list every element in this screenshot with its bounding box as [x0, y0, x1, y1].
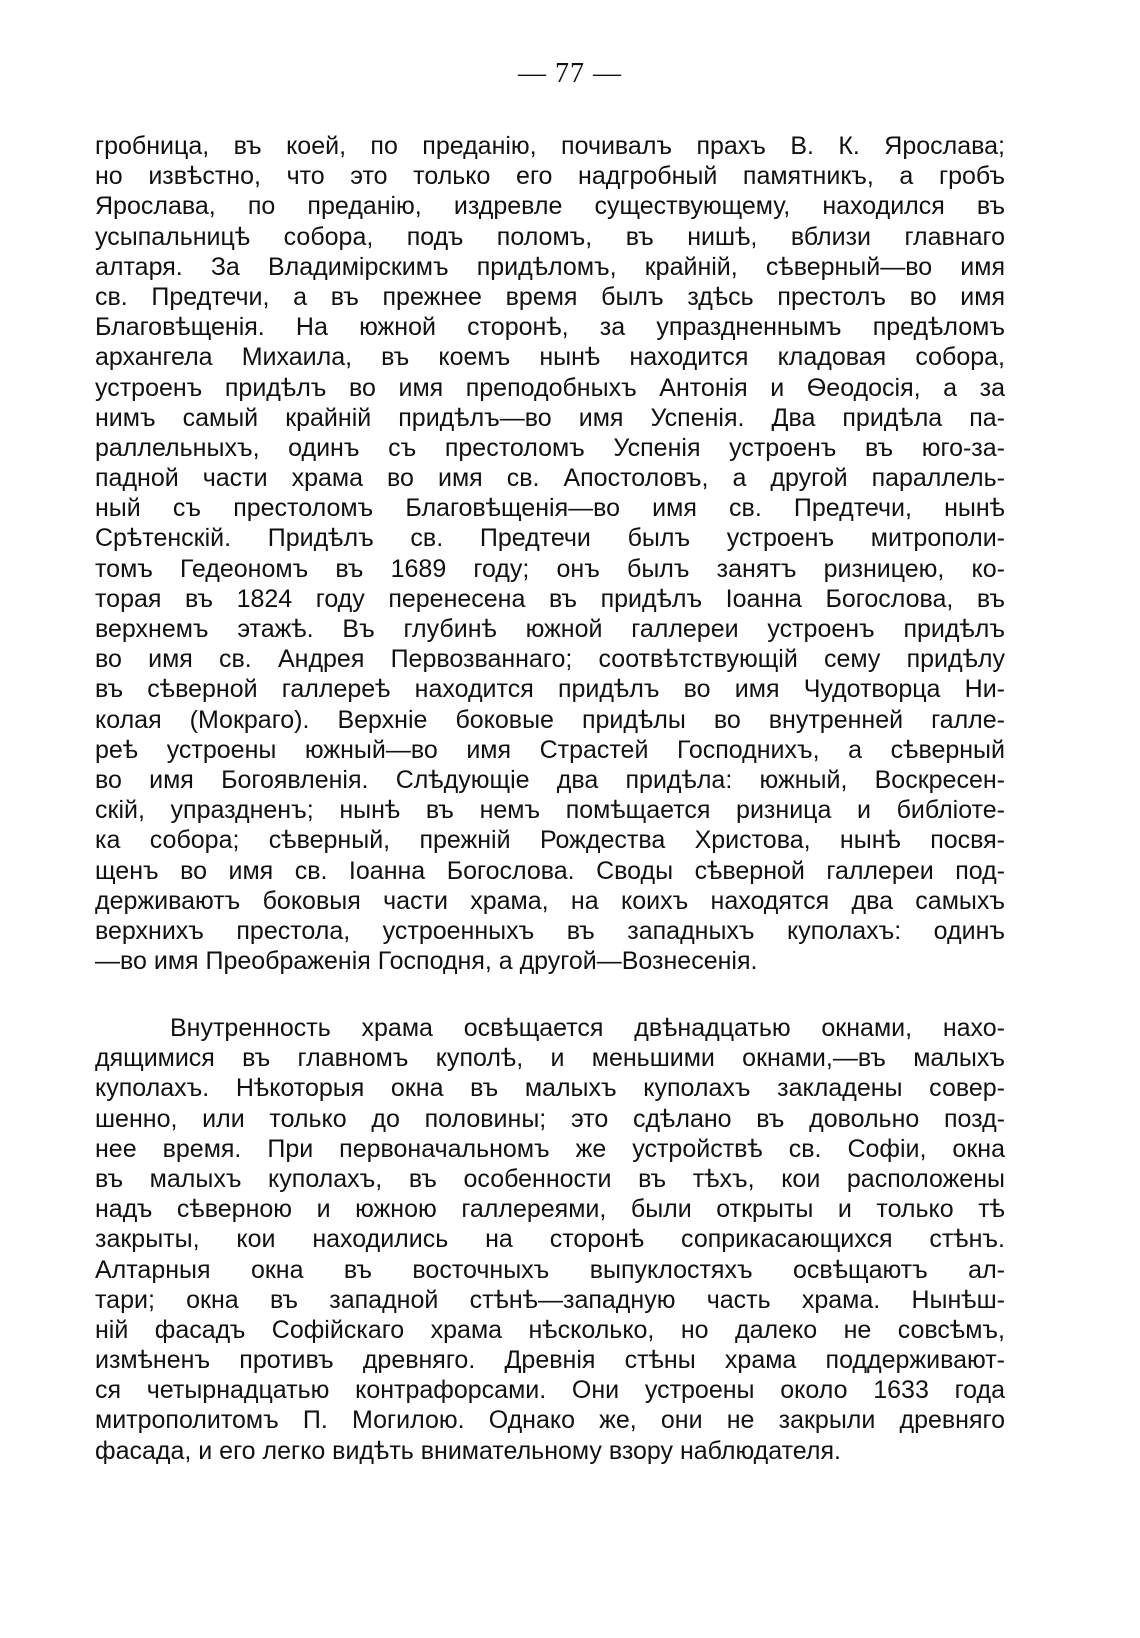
text-line: верхнемъ этажѣ. Въ глубинѣ южной галлереи устроенъ придѣлъ [95, 615, 1005, 643]
text-line: скій, упраздненъ; нынѣ въ немъ помѣщается ризница и библіоте- [95, 796, 1005, 825]
text-line: Благовѣщенія. На южной сторонѣ, за упраздненнымъ предѣломъ [95, 313, 1005, 342]
text-line: въ сѣверной галлереѣ находится придѣлъ во имя Чудотворца Ни- [95, 675, 1005, 704]
text-line: томъ Гедеономъ въ 1689 году; онъ былъ занятъ ризницею, ко- [95, 554, 1005, 583]
page-number: — 77 — [518, 58, 622, 89]
text-line: ся четырнадцатью контрафорсами. Они устроены около 1633 года [95, 1376, 1005, 1405]
text-line: колая (Мокраго). Верхніе боковые придѣлы во внутренней галле- [95, 705, 1005, 734]
paragraph-2 [95, 1013, 1005, 1466]
text-line: ный съ престоломъ Благовѣщенія—во имя св. Предтечи, нынѣ [95, 494, 1005, 523]
text-line: св. Предтечи, а въ прежнее время былъ здѣсь престолъ во имя [95, 282, 1005, 311]
text-line: Внутренность храма освѣщается двѣнадцатью окнами, нахо- [170, 1014, 1005, 1042]
text-line: дящимися въ главномъ куполѣ, и меньшими окнами,—въ малыхъ [95, 1044, 1005, 1073]
text-line: митрополитомъ П. Могилою. Однако же, они не закрыли древняго [95, 1406, 1005, 1435]
text-line: Ярослава, по преданію, издревле существующему, находился въ [95, 192, 1005, 221]
text-line: ка собора; сѣверный, прежній Рождества Христова, нынѣ посвя- [95, 826, 1005, 855]
text-line: —во имя Преображенія Господня, а другой—Вознесенія. [95, 947, 758, 976]
text-line: усыпальницѣ собора, подъ поломъ, въ нишѣ, вблизи главнаго [95, 222, 1005, 251]
text-line: надъ сѣверною и южною галлереями, были открыты и только тѣ [95, 1195, 1005, 1224]
text-line: нимъ самый крайній придѣлъ—во имя Успенія. Два придѣла па- [95, 403, 1005, 432]
text-line: куполахъ. Нѣкоторыя окна въ малыхъ куполахъ закладены совер- [95, 1074, 1005, 1103]
text-line: закрыты, кои находились на сторонѣ соприкасающихся стѣнъ. [95, 1225, 1005, 1254]
text-line: раллельныхъ, одинъ съ престоломъ Успенія устроенъ въ юго-за- [95, 433, 1005, 462]
paragraph-1 [95, 131, 1005, 976]
text-line: держиваютъ боковыя части храма, на коихъ находятся два самыхъ [95, 886, 1005, 915]
text-line: во имя св. Андрея Первозваннаго; соотвѣтствующій сему придѣлу [95, 645, 1005, 674]
text-line: во имя Богоявленія. Слѣдующіе два придѣла: южный, Воскресен- [95, 765, 1005, 794]
text-line: падной части храма во имя св. Апостоловъ, а другой параллель- [95, 464, 1005, 493]
text-line: щенъ во имя св. Іоанна Богослова. Своды сѣверной галлереи под- [95, 856, 1005, 885]
text-line: въ малыхъ куполахъ, въ особенности въ тѣхъ, кои расположены [95, 1164, 1005, 1193]
text-line: гробница, въ коей, по преданію, почивалъ прахъ В. К. Ярослава; [95, 132, 1005, 160]
text-line: реѣ устроены южный—во имя Страстей Господнихъ, а сѣверный [95, 735, 1005, 764]
text-line: но извѣстно, что это только его надгробный памятникъ, а гробъ [95, 162, 1005, 191]
text-line: измѣненъ противъ древняго. Древнія стѣны храма поддерживают- [95, 1346, 1005, 1375]
text-line: фасада, и его легко видѣть внимательному взору наблюдателя. [95, 1436, 841, 1465]
text-line: алтаря. За Владимірскимъ придѣломъ, крайній, сѣверный—во имя [95, 252, 1005, 281]
text-line: торая въ 1824 году перенесена въ придѣлъ Іоанна Богослова, въ [95, 584, 1005, 613]
text-line: верхнихъ престола, устроенныхъ въ западныхъ куполахъ: одинъ [95, 916, 1005, 945]
text-line: архангела Михаила, въ коемъ нынѣ находится кладовая собора, [95, 343, 1005, 372]
text-line: ній фасадъ Софійскаго храма нѣсколько, но далеко не совсѣмъ, [95, 1315, 1005, 1344]
text-line: Алтарныя окна въ восточныхъ выпуклостяхъ освѣщаютъ ал- [95, 1255, 1005, 1284]
text-line: Срѣтенскій. Придѣлъ св. Предтечи былъ устроенъ митрополи- [95, 524, 1005, 553]
text-line: тари; окна въ западной стѣнѣ—западную часть храма. Нынѣш- [95, 1285, 1005, 1314]
text-line: шенно, или только до половины; это сдѣлано въ довольно позд- [95, 1104, 1005, 1133]
text-line: нее время. При первоначальномъ же устройствѣ св. Софіи, окна [95, 1134, 1005, 1163]
text-line: устроенъ придѣлъ во имя преподобныхъ Антонія и Ѳеодосія, а за [95, 373, 1005, 402]
